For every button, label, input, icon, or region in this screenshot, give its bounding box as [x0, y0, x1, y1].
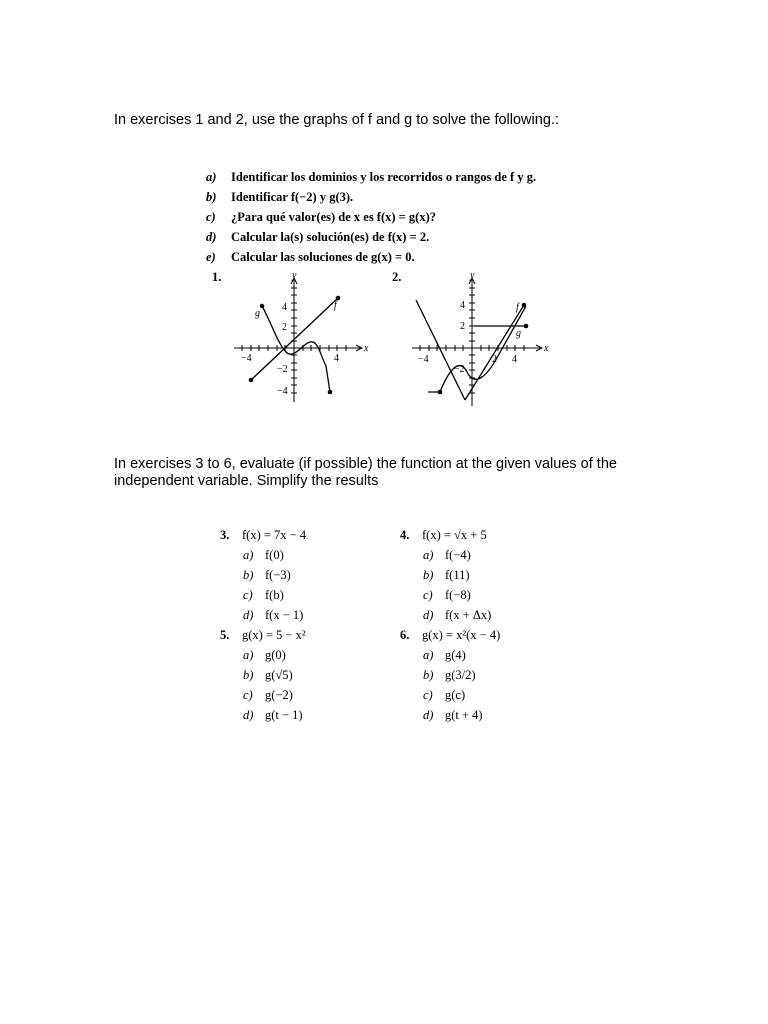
part-letter: b) [423, 568, 434, 582]
part-letter: b) [423, 668, 434, 682]
task-item-d [206, 230, 429, 245]
exercise-4-part-c [423, 588, 471, 603]
exercise-5-part-b [243, 668, 293, 683]
exercise-number: 6. [400, 628, 410, 642]
f-line-left [416, 300, 465, 400]
tick-label: −2 [454, 364, 465, 375]
part-expr: g(c) [445, 688, 466, 702]
exercise-number: 3. [220, 528, 230, 542]
tick-label: 2 [492, 354, 497, 365]
part-letter: d) [423, 708, 434, 722]
task-text: Identificar f(−2) y g(3). [231, 190, 354, 204]
part-expr: f(x − 1) [265, 608, 304, 622]
exercise-6-part-d [423, 708, 483, 723]
exercise-3-part-c [243, 588, 284, 603]
g-end-point [524, 324, 529, 329]
tick-label: 4 [334, 353, 339, 364]
task-letter: d) [206, 230, 217, 244]
part-letter: d) [243, 708, 254, 722]
exercise-5-part-a [243, 648, 286, 663]
graph-2 [408, 270, 558, 410]
g-curve [428, 306, 526, 392]
y-axis-label: y [292, 270, 297, 281]
exercise-number: 4. [400, 528, 410, 542]
f-line-right [465, 305, 524, 400]
tick-label: 2 [460, 321, 465, 332]
g-label: g [255, 308, 260, 319]
graph-1-number: 1. [212, 270, 222, 284]
part-expr: f(x + Δx) [445, 608, 492, 622]
exercise-number: 5. [220, 628, 230, 642]
part-letter: b) [243, 568, 254, 582]
task-letter: a) [206, 170, 217, 184]
part-letter: a) [243, 548, 254, 562]
exercises-3-6-instructions: In exercises 3 to 6, evaluate (if possible) the function at the given values of the independent variable. Simplify the results [114, 456, 617, 489]
g-end-point [328, 390, 333, 395]
task-text: Calcular la(s) solución(es) de f(x) = 2. [231, 230, 430, 244]
f-start-point [249, 378, 254, 383]
task-item-e [206, 250, 415, 265]
part-letter: c) [243, 688, 253, 702]
g-start-point [260, 304, 265, 309]
part-expr: g(3/2) [445, 668, 476, 682]
graph-2-number: 2. [392, 270, 402, 284]
part-letter: a) [423, 548, 434, 562]
part-letter: d) [423, 608, 434, 622]
part-letter: c) [423, 688, 433, 702]
exercise-function: g(x) = x²(x − 4) [422, 628, 501, 642]
task-item-b [206, 190, 353, 205]
f-label: f [516, 302, 519, 313]
part-expr: f(11) [445, 568, 470, 582]
tick-label: 4 [460, 300, 465, 311]
exercise-function: f(x) = √x + 5 [422, 528, 487, 542]
task-item-c [206, 210, 436, 225]
part-expr: g(t − 1) [265, 708, 303, 722]
exercise-6-part-c [423, 688, 465, 703]
exercise-function: g(x) = 5 − x² [242, 628, 306, 642]
part-expr: f(−3) [265, 568, 291, 582]
exercise-4 [400, 528, 487, 543]
g-start-point [438, 390, 443, 395]
part-expr: g(−2) [265, 688, 293, 702]
task-letter: b) [206, 190, 217, 204]
exercise-5 [220, 628, 306, 643]
exercise-5-part-d [243, 708, 303, 723]
part-expr: g(4) [445, 648, 466, 662]
part-expr: g(t + 4) [445, 708, 483, 722]
task-letter: e) [206, 250, 216, 264]
part-expr: f(b) [265, 588, 284, 602]
task-text: ¿Para qué valor(es) de x es f(x) = g(x)? [231, 210, 436, 224]
y-axis-label: y [470, 270, 475, 281]
tick-label: 4 [512, 354, 517, 365]
task-text: Calcular las soluciones de g(x) = 0. [231, 250, 415, 264]
task-letter: c) [206, 210, 216, 224]
part-expr: g(√5) [265, 668, 293, 682]
part-letter: a) [423, 648, 434, 662]
part-expr: f(0) [265, 548, 284, 562]
g-label: g [516, 328, 521, 339]
tick-label: −4 [418, 354, 429, 365]
exercise-3 [220, 528, 306, 543]
exercise-6 [400, 628, 500, 643]
x-axis-label: x [544, 343, 549, 354]
part-expr: f(−4) [445, 548, 471, 562]
exercise-5-part-c [243, 688, 293, 703]
exercise-3-part-b [243, 568, 291, 583]
tick-label: −2 [277, 364, 288, 375]
exercise-4-part-b [423, 568, 470, 583]
f-label: f [334, 300, 337, 311]
exercise-function: f(x) = 7x − 4 [242, 528, 307, 542]
exercise-6-part-b [423, 668, 476, 683]
task-item-a [206, 170, 536, 185]
exercises-1-2-instructions: In exercises 1 and 2, use the graphs of f and g to solve the following.: [114, 112, 559, 128]
part-letter: d) [243, 608, 254, 622]
exercise-3-part-d [243, 608, 303, 623]
exercise-4-part-a [423, 548, 471, 563]
exercise-3-part-a [243, 548, 284, 563]
exercise-6-part-a [423, 648, 466, 663]
exercise-4-part-d [423, 608, 491, 623]
part-expr: f(−8) [445, 588, 471, 602]
tick-label: −4 [277, 386, 288, 397]
tick-label: 4 [282, 302, 287, 313]
part-letter: b) [243, 668, 254, 682]
tick-label: 2 [282, 322, 287, 333]
x-axis-label: x [364, 343, 369, 354]
part-letter: c) [243, 588, 253, 602]
part-expr: g(0) [265, 648, 286, 662]
graph-1 [230, 270, 380, 410]
f-end-point [522, 303, 527, 308]
tick-label: −4 [241, 353, 252, 364]
part-letter: c) [423, 588, 433, 602]
part-letter: a) [243, 648, 254, 662]
task-text: Identificar los dominios y los recorridos o rangos de f y g. [231, 170, 537, 184]
